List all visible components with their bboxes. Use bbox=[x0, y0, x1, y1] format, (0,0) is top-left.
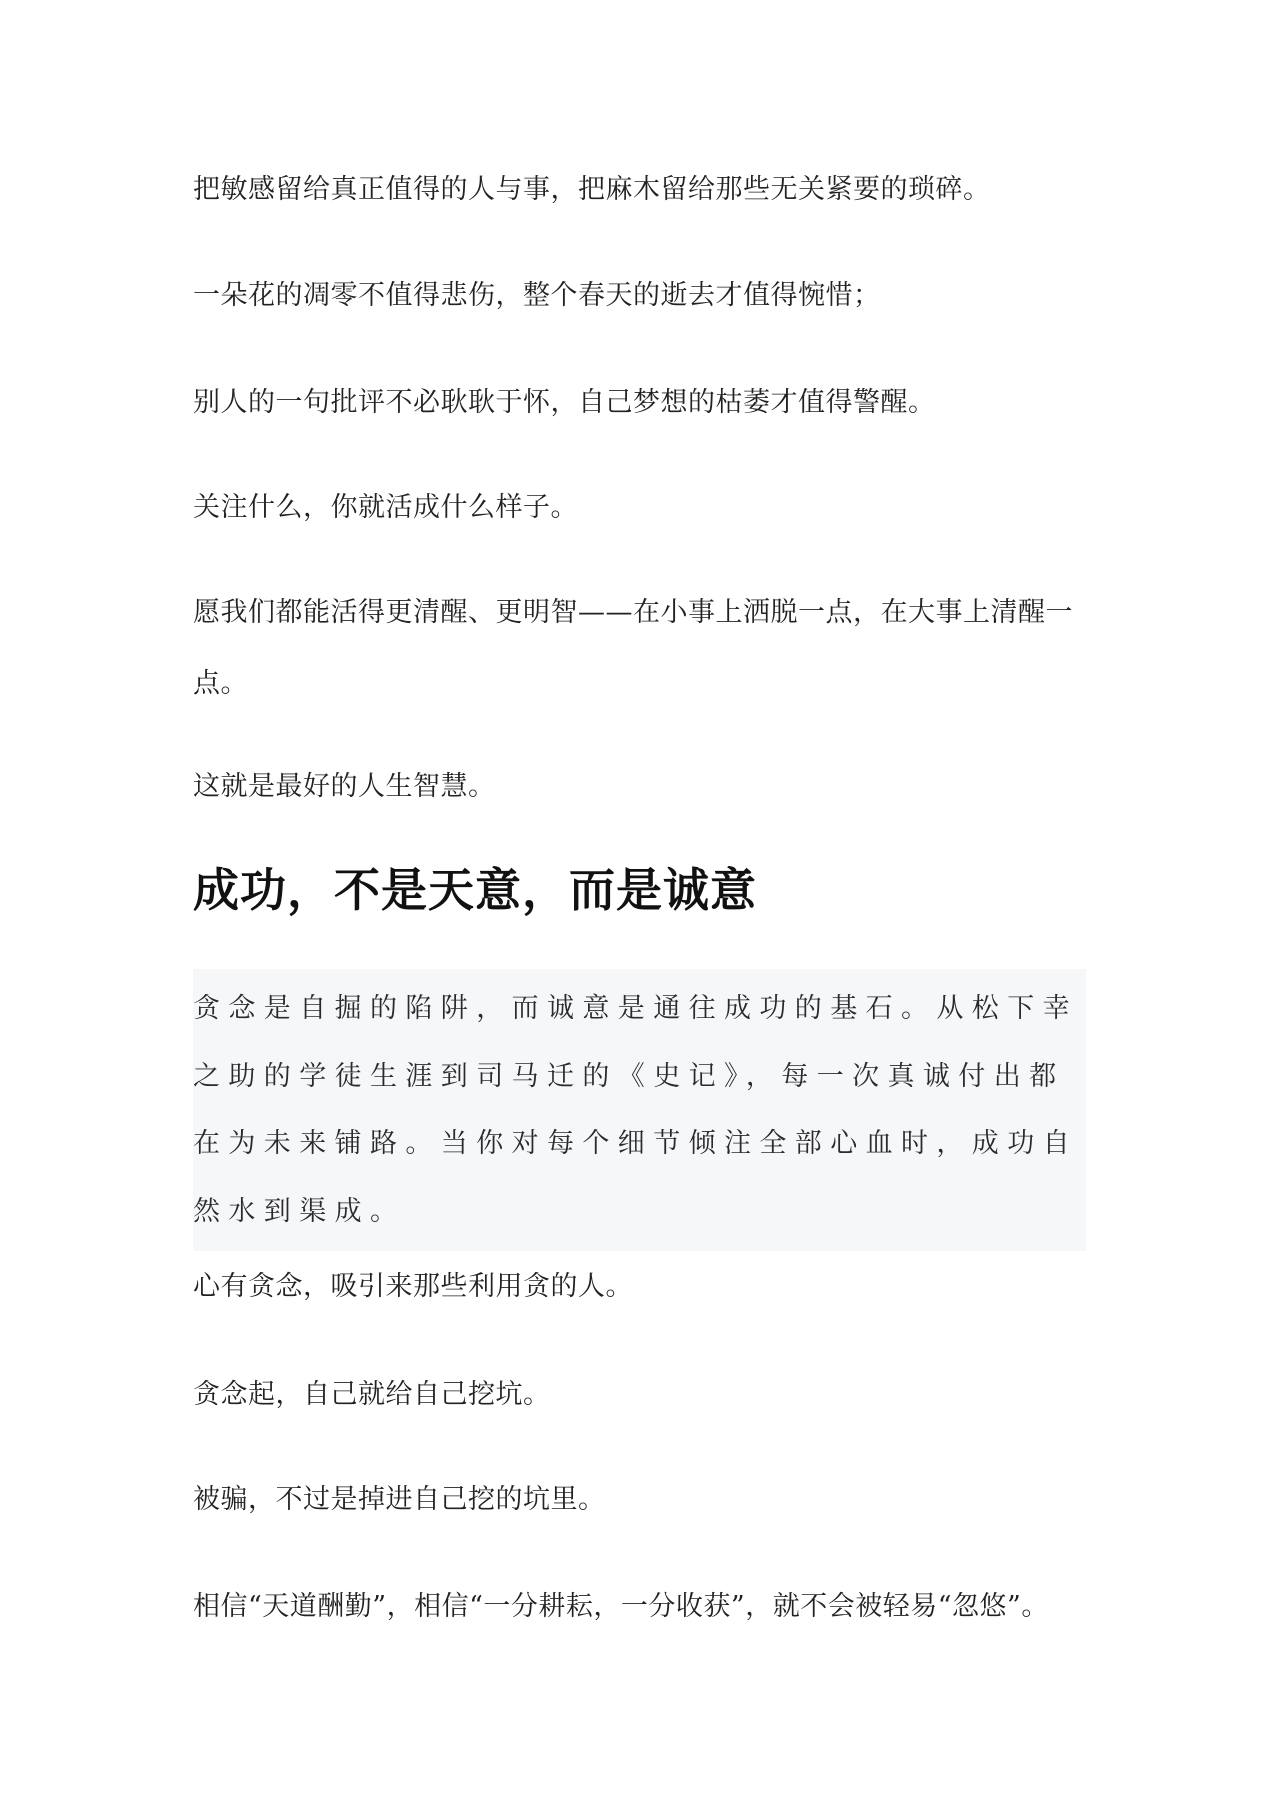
paragraph: 一朵花的凋零不值得悲伤，整个春天的逝去才值得惋惜； bbox=[193, 280, 881, 311]
section-heading: 成功，不是天意，而是诚意 bbox=[193, 863, 757, 917]
paragraph: 被骗，不过是掉进自己挖的坑里。 bbox=[193, 1484, 606, 1515]
paragraph: 相信“天道酬勤”，相信“一分耕耘，一分收获”，就不会被轻易“忽悠”。 bbox=[193, 1591, 1049, 1622]
paragraph: 关注什么，你就活成什么样子。 bbox=[193, 492, 578, 523]
paragraph: 把敏感留给真正值得的人与事，把麻木留给那些无关紧要的琐碎。 bbox=[193, 174, 991, 205]
paragraph: 别人的一句批评不必耿耿于怀，自己梦想的枯萎才值得警醒。 bbox=[193, 387, 936, 418]
quote-text: 贪念是自掘的陷阱，而诚意是通往成功的基石。从松下幸之助的学徒生涯到司马迁的《史记》，每一次真诚付出都在为未来铺路。当你对每个细节倾注全部心血时，成功自然水到渠成。 bbox=[193, 993, 1078, 1227]
paragraph: 这就是最好的人生智慧。 bbox=[193, 771, 496, 802]
paragraph: 愿我们都能活得更清醒、更明智——在小事上洒脱一点，在大事上清醒一点。 bbox=[193, 597, 1073, 699]
quote-block bbox=[193, 969, 1086, 1251]
paragraph: 贪念起，自己就给自己挖坑。 bbox=[193, 1379, 551, 1410]
paragraph: 心有贪念，吸引来那些利用贪的人。 bbox=[193, 1271, 633, 1302]
